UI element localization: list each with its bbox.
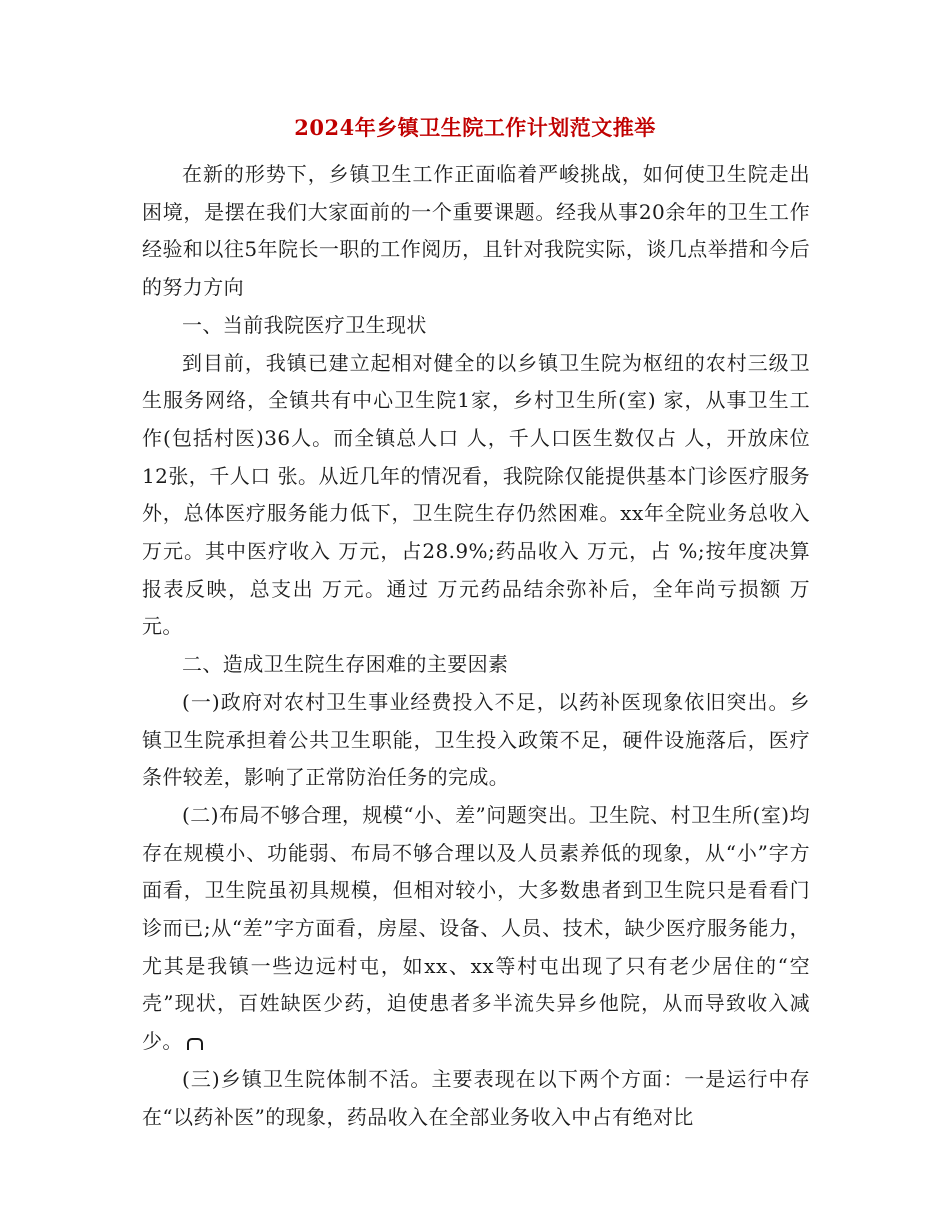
- paragraph-current-status: 到目前，我镇已建立起相对健全的以乡镇卫生院为枢纽的农村三级卫生服务网络，全镇共有中心卫生院1家，乡村卫生所(室) 家，从事卫生工作(包括村医)36人。而全镇总人口 人，千人口医生数仅占 人，开放床位12张，千人口 张。从近几年的情况看，我院除仅能提供基本门诊医疗服务外，总体医疗服务能力低下，卫生院生存仍然困难。xx年全院业务总收入 万元。其中医疗收入 万元，占28.9%;药品收入 万元，占 %;按年度决算报表反映，总支出 万元。通过 万元药品结余弥补后，全年尚亏损额 万元。: [142, 350, 810, 639]
- paragraph-intro: 在新的形势下，乡镇卫生工作正面临着严峻挑战，如何使卫生院走出困境，是摆在我们大家面前的一个重要课题。经我从事20余年的卫生工作经验和以往5年院长一职的工作阅历，且针对我院实际，谈几点举措和今后的努力方向: [142, 162, 810, 300]
- paragraph-factor-two-text: (二)布局不够合理，规模“小、差”问题突出。卫生院、村卫生所(室)均存在规模小、功能弱、布局不够合理以及人员素养低的现象，从“小”字方面看，卫生院虽初具规模，但相对较小，大多数患者到卫生院只是看看门诊而已;从“差”字方面看，房屋、设备、人员、技术，缺少医疗服务能力，尤其是我镇一些边远村屯，如xx、xx等村屯出现了只有老少居住的“空壳”现状，百姓缺医少药，迫使患者多半流失异乡他院，从而导致收入减少。: [142, 802, 810, 1054]
- paragraph-factor-two: [142, 797, 810, 1061]
- document-title: 2024年乡镇卫生院工作计划范文推举: [294, 115, 656, 140]
- document-body: [142, 156, 810, 1136]
- heading-current-status: 一、当前我院医疗卫生现状: [182, 312, 427, 337]
- edit-mark-icon: [187, 1038, 203, 1050]
- heading-main-factors: 二、造成卫生院生存困难的主要因素: [182, 652, 509, 677]
- paragraph-factor-three: (三)乡镇卫生院体制不活。主要表现在以下两个方面：一是运行中存在“以药补医”的现象，药品收入在全部业务收入中占有绝对比: [142, 1066, 810, 1129]
- paragraph-factor-one: (一)政府对农村卫生事业经费投入不足，以药补医现象依旧突出。乡镇卫生院承担着公共卫生职能，卫生投入政策不足，硬件设施落后，医疗条件较差，影响了正常防治任务的完成。: [142, 689, 810, 790]
